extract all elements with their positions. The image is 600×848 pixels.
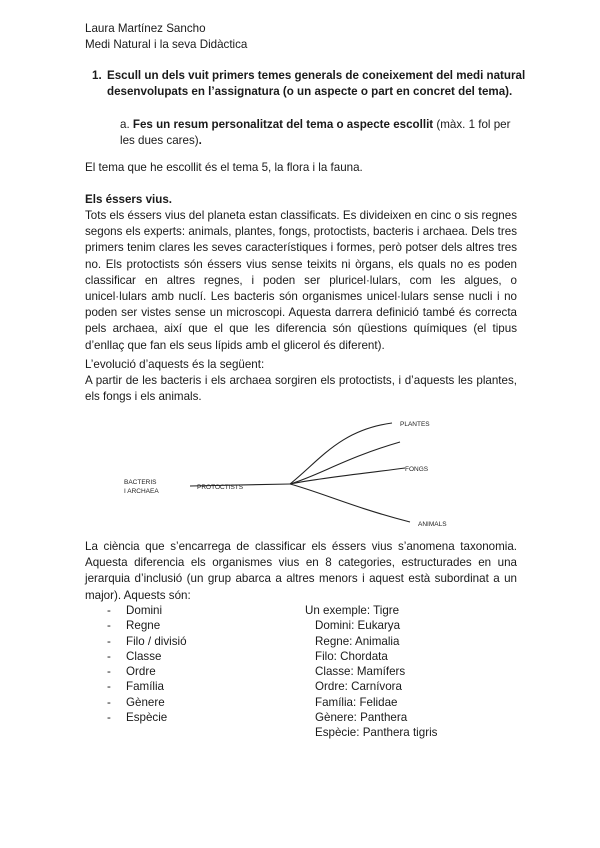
example-title: Un exemple: Tigre xyxy=(305,604,400,617)
list-item: - Classe xyxy=(107,649,162,663)
question-text: Escull un dels vuit primers temes generals de coneixement del medi natural desenvolupats en l’assignatura (o un aspecte o part en concret del tema). xyxy=(107,69,526,98)
list-item: - Família xyxy=(107,680,165,694)
question-1 xyxy=(92,68,527,100)
middle-label: PROTOCTISTS xyxy=(197,484,244,491)
tiger-example xyxy=(305,603,437,741)
example-item: Espècie: Panthera tigris xyxy=(315,726,438,740)
list-item: - Gènere xyxy=(107,695,165,709)
section-title: Els éssers vius. xyxy=(85,193,173,206)
chosen-topic: El tema que he escollit és el tema 5, la flora i la fauna. xyxy=(85,161,363,174)
branch-plantes xyxy=(290,423,392,484)
sub-bold: Fes un resum personalitzat del tema o aspecte escollit xyxy=(132,118,434,131)
example-item: Filo: Chordata xyxy=(315,649,388,663)
list-item: - Espècie xyxy=(107,711,168,725)
question-1a xyxy=(120,117,520,149)
list-item: - Domini xyxy=(107,604,163,617)
example-item: Família: Felidae xyxy=(315,695,398,709)
branch-bottom-label: ANIMALS xyxy=(418,521,447,528)
sub-normal: (màx. 1 fol per les dues cares) xyxy=(120,118,511,147)
branch-top-label: PLANTES xyxy=(400,421,430,428)
example-item: Classe: Mamífers xyxy=(315,665,406,679)
evolution-intro: L’evolució d’aquests és la següent: xyxy=(85,358,265,371)
example-item: Regne: Animalia xyxy=(315,634,400,648)
list-item: - Ordre xyxy=(107,665,156,679)
paragraph-1: Tots els éssers vius del planeta estan classificats. Es divideixen en cinc o sis regnes segons els experts: animals, plantes, fongs, protoctists, bacteris i archaea. Dels tres primers tenim clares les seves característiques i formes, però potser dels altres tres no. Els protoctists són éssers vius sense teixits ni òrgans, els quals no es poden classificar en altres regnes, i poden ser pluricel·lulars, com les algues, o unicel·lulars amb nuclí. Les bacteris són organismes unicel·lulars sense nucli i no poden ser vistes sense un microscopi. Aquesta darrera definició també és correcta pels archaea, així que el que les diferencia són qüestions químiques (el tipus d’enllaç que fan els seus lípids amb el glicerol és diferent). xyxy=(85,209,517,352)
sub-end: . xyxy=(198,134,202,147)
branch-animals xyxy=(290,484,410,522)
course-name: Medi Natural i la seva Didàctica xyxy=(85,38,248,51)
root-label-2: I ARCHAEA xyxy=(124,488,159,495)
example-item: Gènere: Panthera xyxy=(315,711,408,725)
example-item: Ordre: Carnívora xyxy=(315,680,402,694)
evolution-diagram xyxy=(0,400,600,540)
evolution-text: A partir de les bacteris i els archaea sorgiren els protoctists, i d’aquests les plantes, els fongs i els animals. xyxy=(85,374,517,404)
paragraph-2: La ciència que s’encarrega de classificar els éssers vius s’anomena taxonomia. Aquesta diferencia els organismes vius en 8 categories, estructurades en una jerarquia d’inclusió (un grup abarca a altres menors i aquest està subordinat a un major). Aquests són: xyxy=(85,540,517,602)
branch-plantes-2 xyxy=(290,442,400,484)
example-item: Domini: Eukarya xyxy=(315,619,401,633)
branch-fongs xyxy=(290,468,405,484)
sub-letter: a. xyxy=(120,118,130,131)
taxonomy-list xyxy=(107,603,187,725)
list-item: - Filo / divisió xyxy=(107,634,187,648)
list-item: - Regne xyxy=(107,619,161,633)
branch-mid-label: FONGS xyxy=(405,466,429,473)
root-label-1: BACTERIS xyxy=(124,479,157,486)
question-number: 1. xyxy=(92,69,102,82)
author-name: Laura Martínez Sancho xyxy=(85,22,206,35)
